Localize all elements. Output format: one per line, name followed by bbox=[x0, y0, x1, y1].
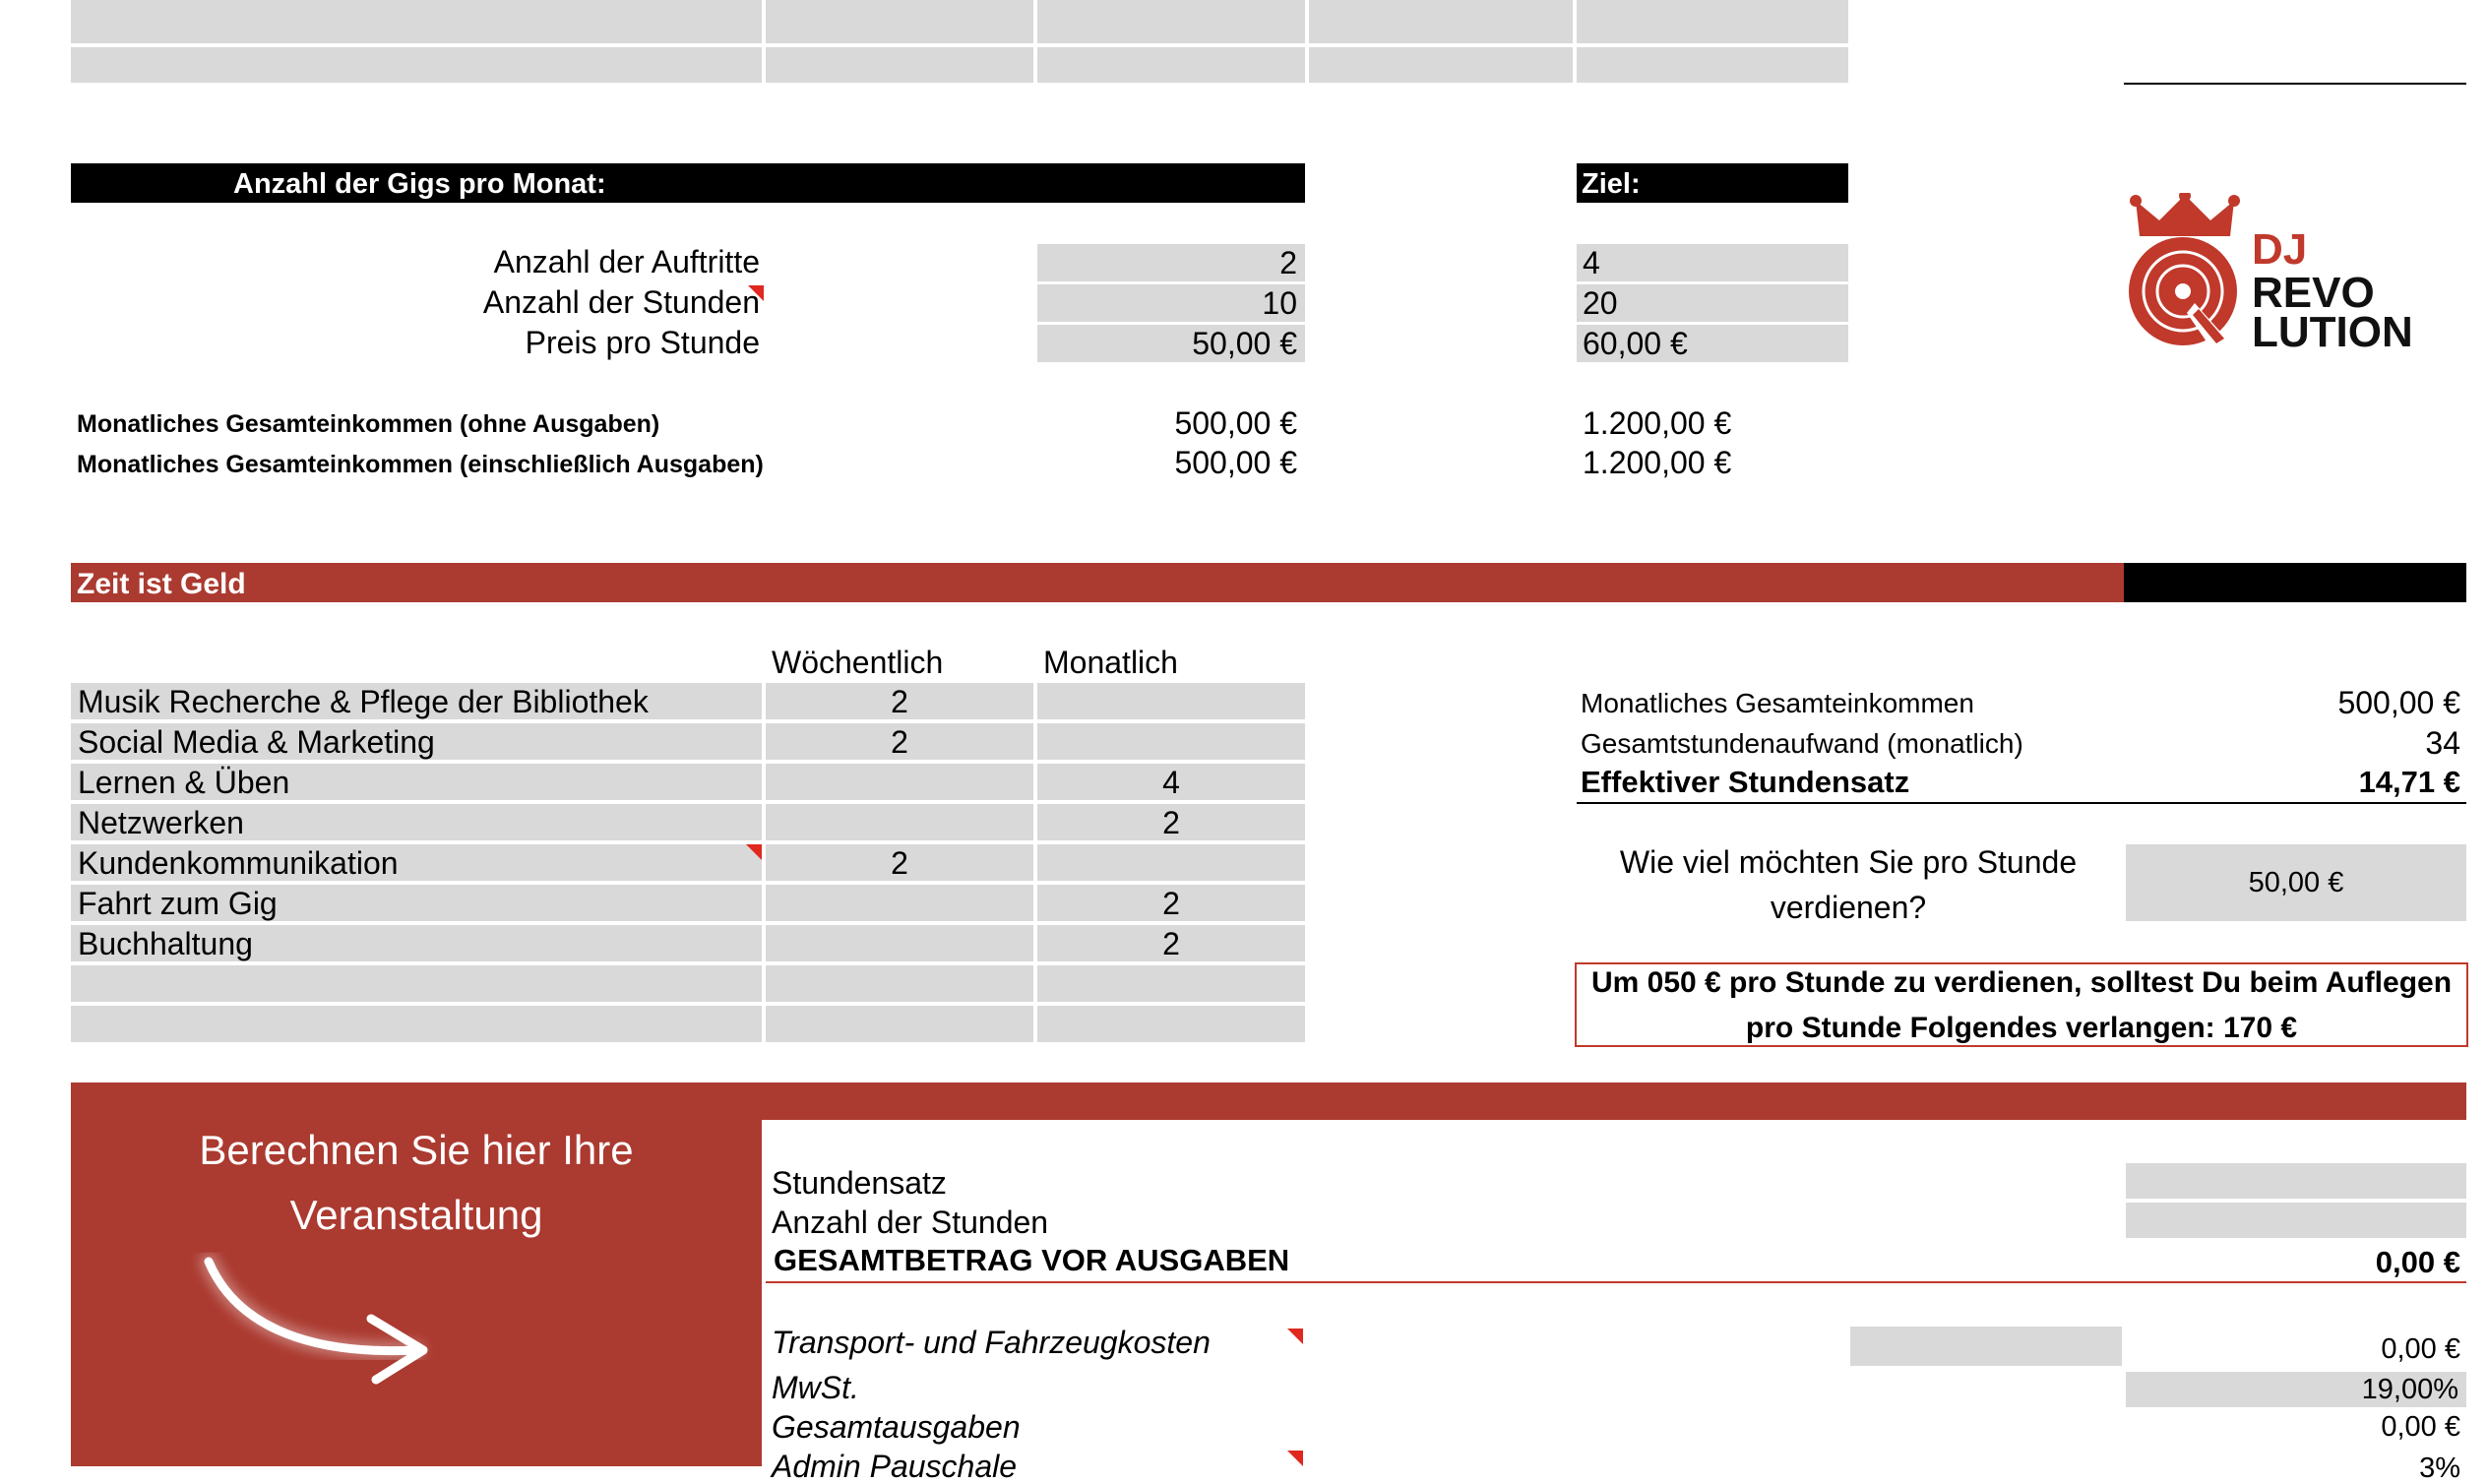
task-monthly-cell[interactable] bbox=[1037, 723, 1305, 760]
task-weekly-cell[interactable] bbox=[766, 885, 1033, 921]
col-header-monthly: Monatlich bbox=[1043, 645, 1178, 680]
comment-marker-icon[interactable] bbox=[1287, 1329, 1303, 1344]
task-weekly-cell[interactable]: 2 bbox=[766, 844, 1033, 881]
task-weekly-cell[interactable] bbox=[766, 925, 1033, 961]
event-row-label: Stundensatz bbox=[772, 1165, 947, 1201]
task-label-cell[interactable] bbox=[71, 965, 762, 1002]
task-label-cell[interactable]: Lernen & Üben bbox=[71, 764, 762, 800]
promo-text: Berechnen Sie hier Ihre bbox=[199, 1127, 634, 1173]
dj-revolution-logo bbox=[2126, 193, 2460, 360]
income-value: 500,00 € bbox=[1174, 405, 1297, 441]
event-row-label: GESAMTBETRAG VOR AUSGABEN bbox=[774, 1243, 1290, 1277]
task-monthly-cell[interactable]: 2 bbox=[1037, 925, 1305, 961]
cell[interactable] bbox=[71, 47, 762, 83]
logo-text-lution: LUTION bbox=[2252, 308, 2413, 356]
gigs-goal-cell[interactable]: 4 bbox=[1577, 244, 1848, 281]
expense-label: Admin Pauschale bbox=[772, 1449, 1018, 1484]
desired-question: verdienen? bbox=[1770, 890, 1927, 925]
gigs-header-title: Anzahl der Gigs pro Monat: bbox=[233, 168, 606, 200]
time-header-title: Zeit ist Geld bbox=[77, 568, 246, 600]
task-weekly-cell[interactable]: 2 bbox=[766, 683, 1033, 719]
event-total-value: 0,00 € bbox=[2375, 1245, 2460, 1279]
expense-value: 0,00 € bbox=[2381, 1333, 2460, 1365]
event-total-underline bbox=[766, 1281, 2466, 1283]
transport-input[interactable] bbox=[1850, 1327, 2122, 1366]
task-weekly-cell[interactable] bbox=[766, 965, 1033, 1002]
logo-text-revo: REVO bbox=[2252, 269, 2375, 317]
result-text: pro Stunde Folgendes verlangen: 170 € bbox=[1745, 1012, 2298, 1044]
summary-underline bbox=[1577, 802, 2466, 804]
task-monthly-cell[interactable] bbox=[1037, 683, 1305, 719]
desired-question: Wie viel möchten Sie pro Stunde bbox=[1619, 844, 2078, 880]
hourly-rate-input[interactable] bbox=[2126, 1163, 2466, 1199]
gigs-value-cell[interactable]: 2 bbox=[1037, 244, 1305, 281]
expense-value: 3% bbox=[2419, 1453, 2460, 1484]
income-goal: 1.200,00 € bbox=[1583, 445, 1732, 480]
gigs-goal-cell[interactable]: 20 bbox=[1577, 284, 1848, 322]
col-header-weekly: Wöchentlich bbox=[772, 645, 944, 680]
gigs-value-cell[interactable]: 50,00 € bbox=[1037, 325, 1305, 362]
cell[interactable] bbox=[1309, 47, 1573, 83]
summary-label: Effektiver Stundensatz bbox=[1581, 765, 1910, 799]
task-label-cell[interactable]: Musik Recherche & Pflege der Bibliothek bbox=[71, 683, 762, 719]
cell[interactable] bbox=[766, 47, 1033, 83]
task-monthly-cell[interactable] bbox=[1037, 1006, 1305, 1042]
cell[interactable] bbox=[766, 0, 1033, 43]
logo-text-dj: DJ bbox=[2252, 225, 2308, 274]
income-value: 500,00 € bbox=[1174, 445, 1297, 480]
divider-line bbox=[2124, 83, 2466, 85]
task-weekly-cell[interactable] bbox=[766, 804, 1033, 840]
summary-label: Gesamtstundenaufwand (monatlich) bbox=[1581, 728, 2023, 759]
task-label-cell[interactable]: Fahrt zum Gig bbox=[71, 885, 762, 921]
task-weekly-cell[interactable] bbox=[766, 764, 1033, 800]
arrow-icon bbox=[169, 1232, 484, 1399]
task-label-cell[interactable]: Kundenkommunikation bbox=[71, 844, 762, 881]
time-header-bar bbox=[71, 563, 2124, 602]
expense-value: 0,00 € bbox=[2381, 1411, 2460, 1443]
task-weekly-cell[interactable]: 2 bbox=[766, 723, 1033, 760]
task-label-cell[interactable]: Social Media & Marketing bbox=[71, 723, 762, 760]
gigs-goal-cell[interactable]: 60,00 € bbox=[1577, 325, 1848, 362]
task-label-cell[interactable]: Buchhaltung bbox=[71, 925, 762, 961]
task-monthly-cell[interactable]: 2 bbox=[1037, 885, 1305, 921]
promo-text: Veranstaltung bbox=[289, 1192, 543, 1238]
summary-value: 500,00 € bbox=[2337, 685, 2460, 720]
task-monthly-cell[interactable] bbox=[1037, 844, 1305, 881]
comment-marker-icon[interactable] bbox=[746, 844, 762, 860]
summary-value: 34 bbox=[2425, 725, 2460, 761]
goal-header-title: Ziel: bbox=[1582, 168, 1641, 200]
hours-input[interactable] bbox=[2126, 1203, 2466, 1238]
vinyl-crown-icon bbox=[2126, 193, 2244, 360]
income-label: Monatliches Gesamteinkommen (einschließlich Ausgaben) bbox=[77, 451, 764, 478]
result-box bbox=[1575, 962, 2468, 1047]
gigs-value-cell[interactable]: 10 bbox=[1037, 284, 1305, 322]
desired-rate-input[interactable]: 50,00 € bbox=[2126, 844, 2466, 921]
task-label-cell[interactable]: Netzwerken bbox=[71, 804, 762, 840]
cell[interactable] bbox=[1309, 0, 1573, 43]
goal-header-bar bbox=[1577, 163, 1848, 203]
summary-value: 14,71 € bbox=[2358, 765, 2460, 799]
event-row-label: Anzahl der Stunden bbox=[772, 1205, 1049, 1240]
summary-label: Monatliches Gesamteinkommen bbox=[1581, 688, 1974, 718]
result-text: Um 050 € pro Stunde zu verdienen, solltest Du beim Auflegen bbox=[1590, 966, 2453, 999]
expense-label: Transport- und Fahrzeugkosten bbox=[772, 1325, 1211, 1360]
time-header-black-bar bbox=[2124, 563, 2466, 602]
gigs-header-bar bbox=[71, 163, 1305, 203]
cell[interactable] bbox=[1037, 0, 1305, 43]
cell[interactable] bbox=[71, 0, 762, 43]
gigs-row-label: Anzahl der Auftritte bbox=[493, 244, 760, 279]
cell[interactable] bbox=[1577, 47, 1848, 83]
cell[interactable] bbox=[1037, 47, 1305, 83]
task-weekly-cell[interactable] bbox=[766, 1006, 1033, 1042]
task-monthly-cell[interactable] bbox=[1037, 965, 1305, 1002]
gigs-row-label: Preis pro Stunde bbox=[525, 325, 760, 360]
income-goal: 1.200,00 € bbox=[1583, 405, 1732, 441]
income-label: Monatliches Gesamteinkommen (ohne Ausgaben) bbox=[77, 410, 660, 438]
event-promo-panel bbox=[71, 1082, 762, 1466]
task-label-cell[interactable] bbox=[71, 1006, 762, 1042]
task-monthly-cell[interactable]: 2 bbox=[1037, 804, 1305, 840]
task-monthly-cell[interactable]: 4 bbox=[1037, 764, 1305, 800]
comment-marker-icon[interactable] bbox=[748, 285, 764, 301]
vat-input[interactable]: 19,00% bbox=[2126, 1372, 2466, 1407]
comment-marker-icon[interactable] bbox=[1287, 1451, 1303, 1466]
expense-label: MwSt. bbox=[772, 1370, 859, 1405]
gigs-row-label: Anzahl der Stunden bbox=[482, 284, 760, 320]
cell[interactable] bbox=[1577, 0, 1848, 43]
expense-label: Gesamtausgaben bbox=[772, 1409, 1021, 1445]
